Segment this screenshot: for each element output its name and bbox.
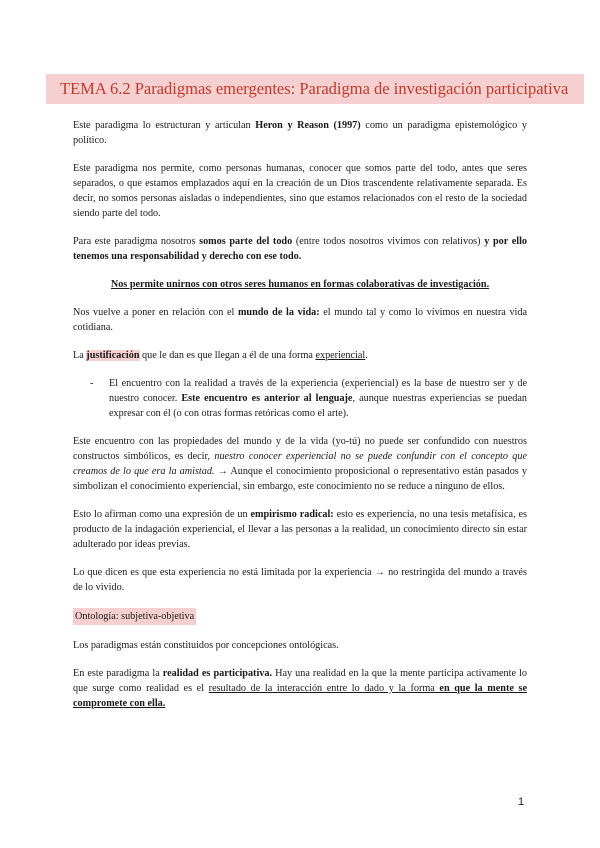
paragraph-ontological: Los paradigmas están constituidos por concepciones ontológicas. xyxy=(73,640,339,651)
heading-ontology: Ontología: subjetiva-objetiva xyxy=(73,608,196,625)
page-title: TEMA 6.2 Paradigmas emergentes: Paradigma de investigación participativa xyxy=(60,79,569,98)
text: Para este paradigma nosotros xyxy=(73,236,200,247)
text: esto es experiencia, no una tesis metafísica, es producto de la indagación experiencial, el llevar a las personas a la realidad, un conocimiento directo sin estar adulterado por ideas previas. xyxy=(73,509,527,550)
text: . xyxy=(365,350,368,361)
emphasis: Este encuentro es anterior al lenguaje xyxy=(181,393,353,404)
highlighted-term: justificación xyxy=(86,350,140,361)
paragraph-encounter xyxy=(73,434,527,494)
text: Esto lo afirman como una expresión de un xyxy=(73,509,251,520)
text: (entre todos nosotros vivimos con relativos) xyxy=(292,236,485,247)
paragraph-radical-empiricism xyxy=(73,507,527,552)
text: Nos vuelve a poner en relación con el xyxy=(73,307,238,318)
text: Este paradigma lo estructuran y articulan xyxy=(73,120,256,131)
text: El encuentro con la realidad a través de la experiencia (experiencial) es la base de nuestro ser y de nuestro conocer. xyxy=(109,378,527,404)
emphasis: empirismo radical: xyxy=(250,509,334,520)
text: Hay una realidad en la que la mente participa activamente lo que surge como realidad es el xyxy=(73,668,527,694)
text: La xyxy=(73,350,87,361)
text: → Aunque el conocimiento proposicional o representativo están pasados y simbolizan el conocimiento experiencial, sin embargo, este conocimiento no se reduce a ninguno de ellos. xyxy=(73,466,527,492)
text: Este encuentro con las propiedades del mundo y de la vida (yo-tú) no puede ser confundido con nuestros constructos simbólicos, es decir, xyxy=(73,436,527,462)
paragraph-lifeworld xyxy=(73,305,527,335)
paragraph-responsibility xyxy=(73,234,527,264)
paragraph-part-of-whole: Este paradigma nos permite, como personas humanas, conocer que somos parte del todo, antes que seres separados, o que estamos emplazados aquí en la creación de un Dios trascendente relativamente separada. Es decir, no somos personas aisladas o independientes, sino que estamos relacionados con el resto de la sociedad siendo parte del todo. xyxy=(73,163,527,219)
underlined-term: experiencial xyxy=(315,350,366,361)
underlined-text: resultado de la interacción entre lo dado y la forma xyxy=(208,683,440,694)
bullet-dash: - xyxy=(90,378,94,389)
underlined-emphasis: en que la mente se compromete con ella. xyxy=(73,683,527,709)
text: el mundo tal y como lo vivimos en nuestra vida cotidiana. xyxy=(73,307,527,333)
paragraph-experience-limit: Lo que dicen es que esta experiencia no está limitada por la experiencia → no restringida del mundo a través de lo vivido. xyxy=(73,567,527,593)
emphasis: realidad es participativa. xyxy=(162,668,273,679)
text: En este paradigma la xyxy=(73,668,163,679)
emphasis: Nos permite unirnos con otros seres humanos en formas colaborativas de investigación. xyxy=(110,279,490,290)
paragraph-intro xyxy=(73,118,527,148)
page-number: 1 xyxy=(518,796,525,808)
text: , aunque nuestras experiencias se puedan expresar con él (o con otras formas retóricas como el arte). xyxy=(109,393,528,419)
text: que le dan es que llegan a él de una forma xyxy=(139,350,316,361)
document-body xyxy=(73,118,527,724)
heading-ontology-wrap xyxy=(73,608,527,625)
title-banner xyxy=(46,74,584,104)
text: como un paradigma epistemológico y político. xyxy=(73,120,527,146)
emphasis: y por ello tenemos una responsabilidad y derecho con ese todo. xyxy=(73,236,528,262)
bullet-item xyxy=(73,376,527,421)
italic-text: nuestro conocer experiencial no se puede confundir con el concepto que creamos de lo que era la amistad. xyxy=(73,451,527,477)
emphasis: somos parte del todo xyxy=(199,236,293,247)
emphasis: mundo de la vida: xyxy=(237,307,320,318)
paragraph-justification xyxy=(73,348,527,363)
paragraph-participative-reality xyxy=(73,666,527,711)
authors: Heron y Reason (1997) xyxy=(255,120,361,131)
paragraph-collaborative xyxy=(73,277,527,292)
